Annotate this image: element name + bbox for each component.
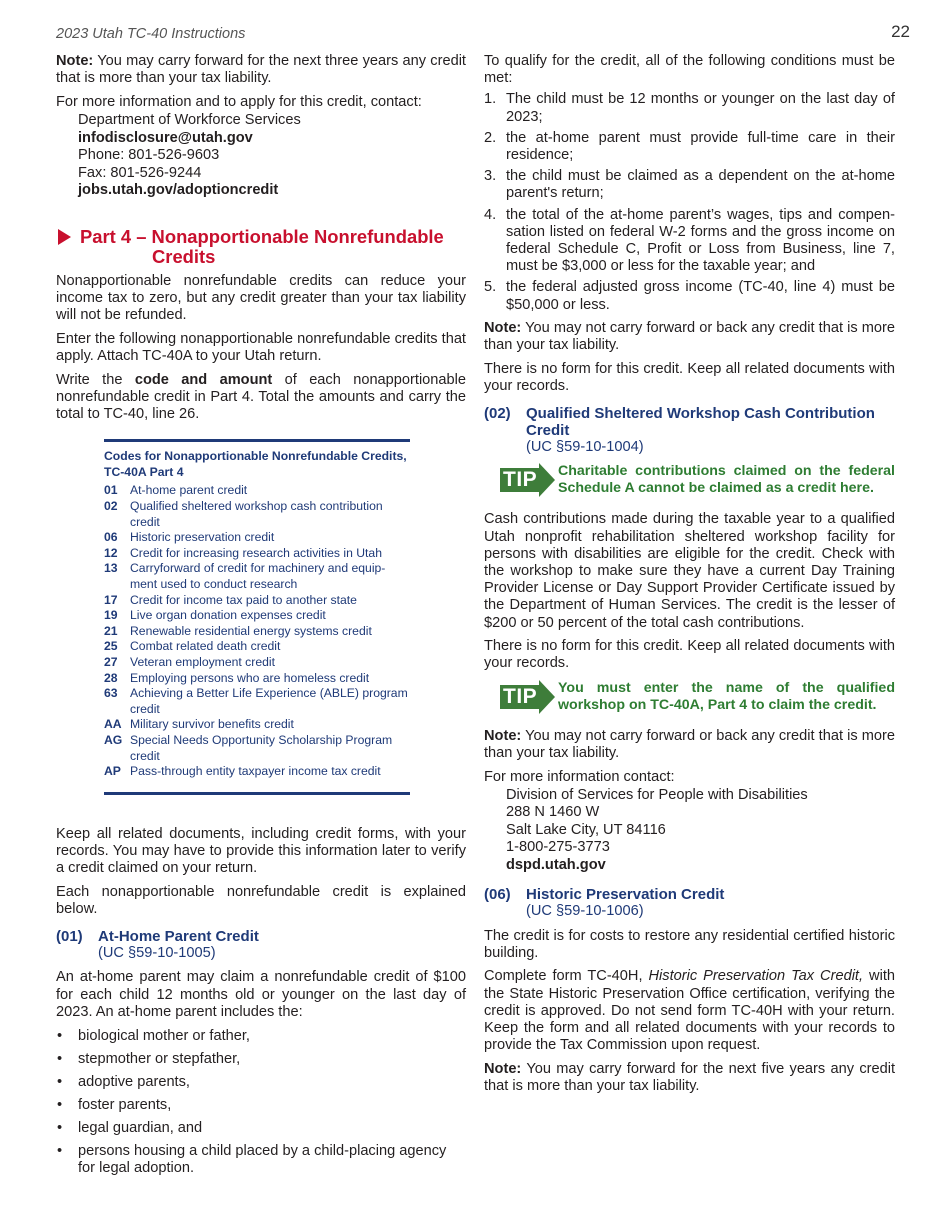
list-item: • legal guardian, and: [56, 1120, 466, 1137]
code-row: [104, 530, 410, 546]
contact-intro: For more information and to apply for this credit, contact:: [56, 93, 422, 110]
code-description: Live organ donation expenses credit: [130, 608, 326, 623]
code-description: Credit for increasing research activities in Utah: [130, 545, 382, 560]
code-value: 21: [104, 623, 118, 638]
condition-number: 3.: [484, 168, 497, 185]
running-header: 2023 Utah TC-40 Instructions: [56, 26, 246, 42]
code-description: Military survivor benefits credit: [130, 717, 294, 732]
no-form-paragraph: There is no form for this credit. Keep all related documents with your records.: [484, 360, 895, 394]
note-no-carry: Note: You may not carry forward or back any credit that is more than your tax liability.: [484, 319, 895, 354]
qualify-intro: To qualify for the credit, all of the following conditions must be met:: [484, 53, 895, 87]
codes-list: [104, 483, 410, 779]
contact-phone-2: 1-800-275-3773: [506, 839, 610, 856]
code-description: Pass-through entity taxpayer income tax credit: [130, 764, 381, 779]
condition-text: the child must be claimed as a dependent on the at-home parent's return;: [506, 168, 895, 202]
code-value: AA: [104, 717, 122, 732]
condition-text: the federal adjusted gross income (TC-40, line 4) must be $50,000 or less.: [506, 279, 895, 313]
code-value: 06: [104, 530, 118, 545]
section-01-citation: (UC §59-10-1005): [98, 945, 216, 962]
code-description: At-home parent credit: [130, 483, 248, 498]
condition-number: 1.: [484, 91, 497, 108]
intro-paragraph: Nonapportionable nonrefundable credits can reduce your income tax to zero, but any credit greater than your tax liability will not be refunded.: [56, 272, 466, 324]
code-value: 01: [104, 483, 118, 498]
code-row: [104, 546, 410, 562]
condition-item: [484, 130, 895, 164]
condition-number: 2.: [484, 129, 497, 146]
section-06-paragraph-2: Complete form TC-40H, Historic Preservation Tax Credit, with the State Historic Preservation Office certification, verifying the credit is approved. Do not send form TC-40H with your return. Keep the form and all related documents with your records to provide the Tax Commission upon request.: [484, 968, 895, 1054]
write-paragraph: Write the code and amount of each nonapportionable nonrefundable credit in Part 4. Total the amounts and carry the total to TC-40, line 26.: [56, 371, 467, 423]
codes-box: [104, 439, 410, 794]
code-value: 13: [104, 561, 118, 576]
condition-number: 4.: [484, 206, 497, 223]
contact-address-2: Salt Lake City, UT 84116: [506, 821, 666, 838]
code-description: Employing persons who are homeless credit: [130, 670, 370, 685]
code-description: Credit for income tax paid to another state: [130, 592, 357, 607]
condition-item: [484, 279, 895, 313]
condition-item: [484, 91, 895, 125]
code-description: Qualified sheltered workshop cash contribution credit: [130, 499, 383, 529]
contact-intro-2: For more information contact:: [484, 768, 675, 785]
list-item: • stepmother or stepfather,: [56, 1051, 466, 1068]
condition-text: the total of the at-home parent’s wages, tips and compen-sation listed on federal W-2 forms and the gross income on federal Schedule C, Profit or Loss from Business, line 7, must be $3,000 or less for the taxable year; and: [506, 206, 895, 275]
list-item: • foster parents,: [56, 1097, 466, 1114]
condition-item: [484, 168, 895, 202]
list-item: • biological mother or father,: [56, 1028, 466, 1045]
contact-phone: Phone: 801-526-9603: [78, 147, 220, 164]
tip-arrow-icon: TIP: [500, 463, 556, 497]
right-column: [484, 53, 895, 1102]
section-01-heading: (01) At-Home Parent Credit: [56, 928, 259, 946]
code-value: AP: [104, 764, 121, 779]
code-value: 27: [104, 654, 118, 669]
section-06-citation: (UC §59-10-1006): [526, 903, 644, 920]
tip-workshop-name: TIP You must enter the name of the qualified workshop on TC-40A, Part 4 to claim the credit.: [500, 680, 895, 714]
code-row: [104, 671, 410, 687]
condition-text: the at-home parent must provide full-time care in their residence;: [506, 129, 895, 164]
contact-org: Department of Workforce Services: [78, 112, 301, 129]
left-column: [56, 53, 466, 1183]
code-row: [104, 561, 410, 592]
code-value: AG: [104, 732, 123, 747]
code-value: 25: [104, 639, 118, 654]
code-row: [104, 655, 410, 671]
contact-block: [56, 112, 466, 200]
conditions-list: [484, 91, 895, 313]
note-no-carry-2: Note: You may not carry forward or back any credit that is more than your tax liability.: [484, 727, 895, 761]
code-row: [104, 593, 410, 609]
section-06-heading: (06) Historic Preservation Credit: [484, 886, 725, 904]
condition-number: 5.: [484, 279, 497, 296]
page-number: 22: [891, 22, 910, 41]
section-02-heading: (02) Qualified Sheltered Workshop Cash Contribution Credit: [484, 405, 875, 440]
explained-paragraph: Each nonapportionable nonrefundable credit is explained below.: [56, 883, 466, 918]
code-row: [104, 624, 410, 640]
keep-records-paragraph: Keep all related documents, including credit forms, with your records. You may have to provide this information later to verify a credit claimed on your return.: [56, 825, 466, 877]
code-row: [104, 764, 410, 780]
code-value: 28: [104, 670, 118, 685]
contact-email[interactable]: infodisclosure@utah.gov: [78, 129, 253, 146]
code-row: [104, 483, 410, 499]
code-description: Renewable residential energy systems credit: [130, 623, 372, 638]
code-value: 19: [104, 608, 118, 623]
contact-address-1: 288 N 1460 W: [506, 804, 600, 821]
contact-url[interactable]: jobs.utah.gov/adoptioncredit: [78, 182, 279, 199]
code-description: Special Needs Opportunity Scholarship Program credit: [130, 732, 393, 763]
triangle-bullet-icon: [58, 229, 71, 245]
list-item: • adoptive parents,: [56, 1074, 466, 1091]
condition-text: The child must be 12 months or younger on the last day of 2023;: [506, 91, 895, 125]
part-4-heading: Part 4 – Nonapportionable Nonrefundable Credits: [56, 227, 466, 267]
code-description: Combat related death credit: [130, 639, 281, 654]
contact-org-2: Division of Services for People with Disabilities: [506, 786, 808, 803]
section-02-citation: (UC §59-10-1004): [526, 439, 644, 456]
code-value: 02: [104, 499, 118, 514]
code-row: [104, 686, 410, 717]
note-five-years: Note: You may carry forward for the next five years any credit that is more than your tax liability.: [484, 1060, 895, 1095]
code-row: [104, 639, 410, 655]
enter-paragraph: Enter the following nonapportionable nonrefundable credits that apply. Attach TC-40A to your Utah return.: [56, 330, 466, 364]
code-description: Historic preservation credit: [130, 530, 275, 545]
code-description: Achieving a Better Life Experience (ABLE) program credit: [130, 686, 408, 716]
code-row: [104, 608, 410, 624]
code-value: 12: [104, 545, 118, 560]
code-value: 17: [104, 592, 118, 607]
section-01-paragraph: An at-home parent may claim a nonrefundable credit of $100 for each child 12 months old or younger on the last day of 2023. An at-home parent includes the:: [56, 969, 466, 1020]
code-description: Veteran employment credit: [130, 654, 275, 669]
tip-arrow-icon: TIP: [500, 680, 556, 714]
contact-block-2: [484, 787, 895, 875]
code-row: [104, 499, 410, 530]
parent-types-list: [56, 1028, 466, 1177]
contact-url-2[interactable]: dspd.utah.gov: [506, 856, 606, 873]
list-item: • persons housing a child placed by a child-placing agency for legal adoption.: [56, 1143, 466, 1177]
contact-fax: Fax: 801-526-9244: [78, 164, 202, 181]
section-02-paragraph: Cash contributions made during the taxable year to a qualified Utah nonprofit rehabilitation sheltered workshop facility for persons with disabilities are eligible for the credit. Check with the workshop to make sure they have a current Day Training Provider License or Day Support Provider Certificate issued by the Department of Human Services. The credit is the lesser of $200 or 50 percent of the total cash contributions.: [484, 511, 895, 631]
tip-schedule-a: TIP Charitable contributions claimed on the federal Schedule A cannot be claimed as a credit here.: [500, 463, 895, 497]
codes-title: Codes for Nonapportionable Nonrefundable Credits, TC-40A Part 4: [104, 449, 407, 479]
code-value: 63: [104, 686, 118, 701]
note-carry-forward: Note: You may carry forward for the next three years any credit that is more than your tax liability.: [56, 53, 466, 87]
code-row: [104, 717, 410, 733]
no-form-paragraph-2: There is no form for this credit. Keep all related documents with your records.: [484, 638, 895, 672]
code-row: [104, 733, 410, 764]
section-06-paragraph-1: The credit is for costs to restore any residential certified historic building.: [484, 927, 895, 961]
code-description: Carryforward of credit for machinery and equip-ment used to conduct research: [130, 561, 386, 591]
condition-item: [484, 207, 895, 276]
